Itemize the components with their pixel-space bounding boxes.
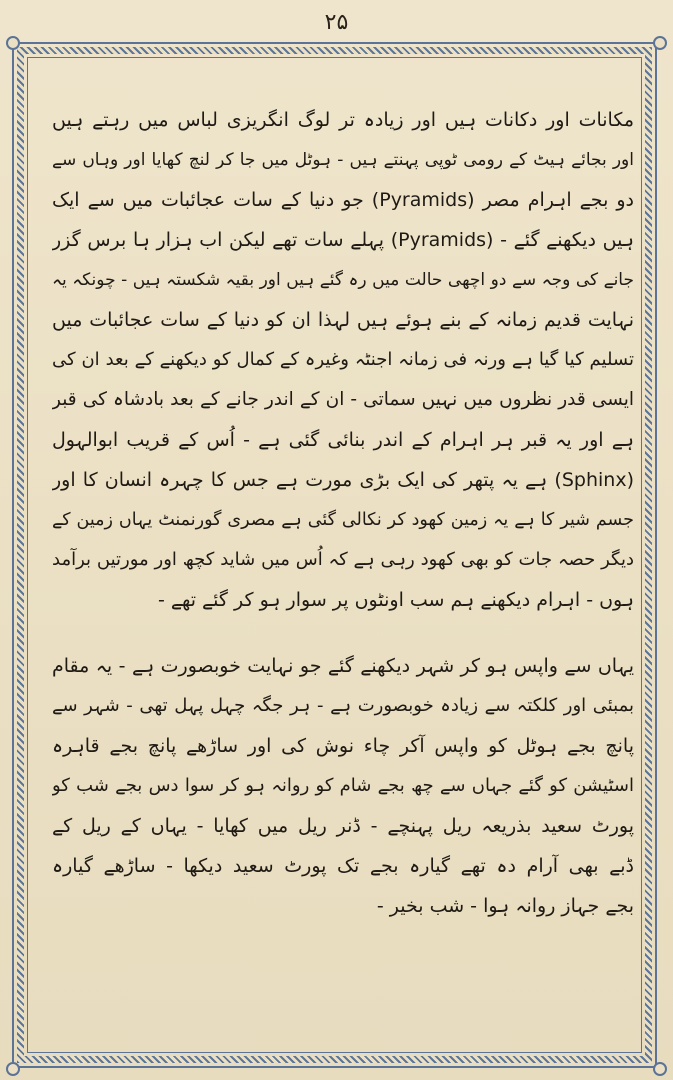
text-line: بجے جہاز روانہ ہوا - شب بخیر - — [376, 895, 634, 917]
page-number: ۲۵ — [324, 10, 349, 35]
text-line: ایسی قدر نظروں میں نہیں سماتی - ان کے اندر جانے کے بعد بادشاہ کی قبر — [52, 389, 634, 410]
text-line: تسلیم کیا گیا ہے ورنہ فی زمانہ اجنٹہ وغیرہ کے کمال کو دیکھنے کے بعد ان کی — [52, 349, 634, 370]
corner-ornament-top-left — [6, 36, 20, 50]
paragraph-1 — [52, 100, 634, 620]
text-line: ہے اور یہ قبر ہر اہرام کے اندر بنائی گئی ہے - اُس کے قریب ابوالہول — [52, 429, 634, 451]
text-line: بمبئی اور کلکتہ سے زیادہ خوبصورت ہے - ہر جگہ چہل پہل تھی - شہر سے — [52, 695, 634, 716]
text-line: ہیں دیکھنے گئے - (Pyramids) پہلے سات تھے لیکن اب ہزار ہا برس گزر — [52, 229, 634, 251]
text-line: ہوں - اہرام دیکھنے ہم سب اونٹوں پر سوار ہو کر گئے تھے - — [157, 589, 634, 611]
text-line: جانے کی وجہ سے دو اچھی حالت میں رہ گئے ہیں اور بقیہ شکستہ ہیں - چونکہ یہ — [52, 270, 634, 290]
text-line: (Sphinx) ہے یہ پتھر کی ایک بڑی مورت ہے جس کا چہرہ انسان کا اور — [52, 469, 634, 491]
text-line: دیگر حصہ جات کو بھی کھود رہی ہے کہ اُس میں شاید کچھ اور مورتیں برآمد — [52, 549, 634, 570]
paragraph-2 — [52, 646, 634, 926]
text-line: دو بجے اہرام مصر (Pyramids) جو دنیا کے سات عجائبات میں سے ایک — [52, 189, 634, 211]
text-line: اسٹیشن کو گئے جہاں سے چھ بجے شام کو روانہ ہو کر سوا دس بجے شب کو — [52, 775, 634, 796]
corner-ornament-bottom-left — [6, 1062, 20, 1076]
text-line: جسم شیر کا ہے یہ زمین کھود کر نکالی گئی ہے مصری گورنمنٹ یہاں زمین کے — [52, 510, 634, 530]
corner-ornament-bottom-right — [653, 1062, 667, 1076]
text-line: پانچ بجے ہوٹل کو واپس آکر چاء نوش کی اور ساڑھے پانچ بجے قاہرہ — [52, 735, 634, 757]
corner-ornament-top-right — [653, 36, 667, 50]
text-line: اور بجائے ہیٹ کے رومی ٹوپی پہنتے ہیں - ہوٹل میں جا کر لنچ کھایا اور وہاں سے — [52, 150, 634, 170]
text-line: نہایت قدیم زمانہ کے بنے ہوئے ہیں لہذا ان کو دنیا کے سات عجائبات میں — [52, 309, 634, 331]
text-line: مکانات اور دکانات ہیں اور زیادہ تر لوگ انگریزی لباس میں رہتے ہیں — [52, 109, 634, 131]
text-line: ڈبے بھی آرام دہ تھے گیارہ بجے تک پورٹ سعید دیکھا - ساڑھے گیارہ — [52, 855, 634, 877]
paragraph-gap — [52, 620, 634, 646]
text-line: پورٹ سعید بذریعہ ریل پہنچے - ڈنر ریل میں کھایا - یہاں کے ریل کے — [52, 815, 634, 837]
text-line: یہاں سے واپس ہو کر شہر دیکھنے گئے جو نہایت خوبصورت ہے - یہ مقام — [52, 655, 634, 677]
body-text — [52, 100, 634, 926]
